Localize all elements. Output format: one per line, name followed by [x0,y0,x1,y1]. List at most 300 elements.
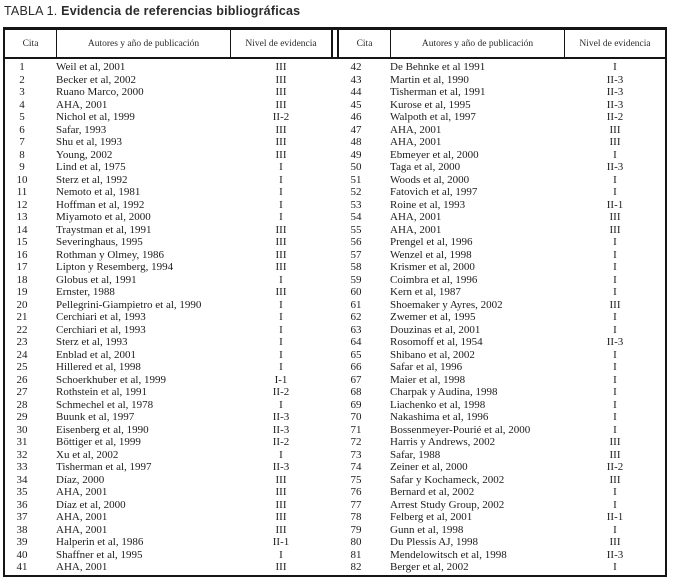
table-row [5,199,331,212]
nivel-cell: I [279,173,283,186]
autores-cell: Martin et al, 1990 [390,73,469,86]
table-row [5,474,331,487]
nivel-cell: I [613,248,617,261]
autores-cell: Safar et al, 1996 [390,361,463,373]
cita-cell: 15 [16,236,28,248]
autores-cell: Xu et al, 2002 [56,448,119,461]
autores-cell: Safar, 1993 [56,123,107,136]
nivel-cell: I [279,336,283,348]
autores-cell: Buunk et al, 1997 [56,411,135,423]
table-row [5,511,331,524]
nivel-cell: I [613,61,617,73]
table-row [5,186,331,199]
autores-cell: Liachenko et al, 1998 [390,398,486,411]
cita-cell: 51 [350,173,362,186]
cita-cell: 80 [350,536,362,548]
autores-cell: AHA, 2001 [390,136,442,148]
autores-cell: Krismer et al, 2000 [390,261,475,273]
cita-cell: 2 [19,73,25,86]
cita-cell: 29 [16,411,28,423]
cita-cell: 20 [16,298,28,311]
nivel-cell: II-3 [272,461,290,473]
table-row [339,386,665,399]
autores-cell: Schoerkhuber et al, 1999 [56,373,166,386]
autores-cell: Sterz et al, 1992 [56,173,128,186]
autores-cell: Lipton y Resemberg, 1994 [56,261,174,273]
autores-cell: Sterz et al, 1993 [56,336,128,348]
autores-cell: Hillered et al, 1998 [56,361,141,373]
cita-cell: 77 [350,498,362,511]
table-row [339,274,665,287]
autores-cell: Woods et al, 2000 [390,173,470,186]
nivel-cell: II-2 [272,111,290,123]
cita-cell: 53 [350,198,362,211]
cita-cell: 9 [19,161,25,173]
autores-cell: Schmechel et al, 1978 [56,398,154,411]
nivel-cell: I [279,323,283,336]
nivel-cell: III [609,123,621,136]
nivel-cell: I [613,373,617,386]
autores-cell: Prengel et al, 1996 [390,236,473,248]
cita-cell: 59 [350,273,362,286]
autores-cell: Safar y Kochameck, 2002 [390,473,505,486]
nivel-cell: III [609,436,621,448]
autores-cell: Traystman et al, 1991 [56,223,152,236]
table-row [5,436,331,449]
cita-cell: 17 [16,261,28,273]
nivel-cell: III [275,261,287,273]
table-row [5,99,331,112]
nivel-cell: III [609,136,621,148]
table-row [339,236,665,249]
cita-cell: 26 [16,373,28,386]
nivel-cell: III [275,223,287,236]
table-title [4,4,300,18]
nivel-cell: I [613,423,617,436]
autores-cell: Arrest Study Group, 2002 [390,498,505,511]
autores-cell: Rothstein et al, 1991 [56,386,148,398]
autores-cell: Weil et al, 2001 [56,61,126,73]
cita-cell: 58 [350,261,362,273]
cita-cell: 12 [16,198,28,211]
autores-cell: Díaz, 2000 [56,473,105,486]
nivel-cell: III [275,523,287,536]
table-row [5,386,331,399]
cita-cell: 75 [350,473,362,486]
table-row [5,399,331,412]
cita-cell: 43 [350,73,362,86]
table-row [339,511,665,524]
autores-cell: Mendelowitsch et al, 1998 [390,548,507,561]
autores-cell: Globus et al, 1991 [56,273,137,286]
table-row [339,449,665,462]
nivel-cell: III [275,136,287,148]
cita-cell: 50 [350,161,362,173]
cita-cell: 57 [350,248,362,261]
cita-cell: 19 [16,286,28,298]
nivel-cell: I [279,348,283,361]
autores-cell: Rothman y Olmey, 1986 [56,248,165,261]
nivel-cell: I [613,361,617,373]
cita-cell: 21 [16,311,28,323]
table-row [5,424,331,437]
table-title-text: Evidencia de referencias bibliográficas [61,4,301,18]
table-row [339,224,665,237]
autores-cell: AHA, 2001 [56,511,108,523]
nivel-cell: III [275,286,287,298]
cita-cell: 8 [19,148,25,161]
table-row [339,499,665,512]
autores-cell: Halperin et al, 1986 [56,536,144,548]
nivel-cell: II-3 [606,548,624,561]
table-row [339,149,665,162]
nivel-cell: III [275,511,287,523]
cita-cell: 71 [350,423,362,436]
cita-cell: 23 [16,336,28,348]
autores-cell: Rosomoff et al, 1954 [390,336,483,348]
autores-cell: Zwemer et al, 1995 [390,311,476,323]
cita-cell: 27 [16,386,28,398]
nivel-cell: I [613,236,617,248]
autores-cell: Nemoto et al, 1981 [56,186,141,198]
cita-cell: 66 [350,361,362,373]
autores-cell: Becker et al, 2002 [56,73,137,86]
table-row [5,536,331,549]
nivel-cell: I [279,448,283,461]
nivel-cell: II-3 [272,411,290,423]
table-row [339,549,665,562]
autores-cell: Shoemaker y Ayres, 2002 [390,298,503,311]
table-row [339,336,665,349]
nivel-cell: I [613,148,617,161]
autores-cell: Safar, 1988 [390,448,441,461]
autores-cell: Ernster, 1988 [56,286,115,298]
cita-cell: 41 [16,561,28,573]
nivel-cell: III [275,561,287,573]
cita-cell: 52 [350,186,362,198]
nivel-cell: III [275,73,287,86]
autores-cell: Roine et al, 1993 [390,198,466,211]
table-row [339,299,665,312]
table-row [5,274,331,287]
table-body-left [5,61,331,574]
nivel-cell: III [275,486,287,498]
nivel-cell: I [613,386,617,398]
header-cita-right: Cita [339,30,391,57]
table-row [339,436,665,449]
table-row [339,374,665,387]
table-row [5,411,331,424]
cita-cell: 14 [16,223,28,236]
cita-cell: 28 [16,398,28,411]
cita-cell: 3 [19,86,25,98]
autores-cell: Harris y Andrews, 2002 [390,436,496,448]
cita-cell: 73 [350,448,362,461]
cita-cell: 16 [16,248,28,261]
autores-cell: Kurose et al, 1995 [390,98,471,111]
nivel-cell: I [613,523,617,536]
nivel-cell: I [279,311,283,323]
autores-cell: Walpoth et al, 1997 [390,111,476,123]
table-row [339,174,665,187]
nivel-cell: II-1 [606,511,624,523]
header-nivel-right: Nivel de evidencia [579,38,651,49]
nivel-cell: I [613,261,617,273]
table-row [5,361,331,374]
nivel-cell: I [279,211,283,223]
cita-cell: 65 [350,348,362,361]
table-title-label: TABLA 1. [4,4,58,18]
nivel-cell: I [613,561,617,573]
table-row [339,111,665,124]
nivel-cell: III [275,236,287,248]
table-row [339,399,665,412]
cita-cell: 74 [350,461,362,473]
autores-cell: Cerchiari et al, 1993 [56,311,146,323]
table-row [339,199,665,212]
cita-cell: 70 [350,411,362,423]
nivel-cell: I [613,186,617,198]
autores-cell: Shaffner et al, 1995 [56,548,143,561]
table-row [339,211,665,224]
nivel-cell: I [279,273,283,286]
table-row [339,424,665,437]
table-row [5,299,331,312]
autores-cell: Hoffman et al, 1992 [56,198,145,211]
nivel-cell: II-1 [606,198,624,211]
autores-cell: Maier et al, 1998 [390,373,466,386]
cita-cell: 62 [350,311,362,323]
nivel-cell: I [279,298,283,311]
nivel-cell: III [275,86,287,98]
cita-cell: 63 [350,323,362,336]
cita-cell: 81 [350,548,362,561]
autores-cell: Cerchiari et al, 1993 [56,323,146,336]
nivel-cell: II-3 [272,423,290,436]
table-row [5,174,331,187]
table-row [5,136,331,149]
cita-cell: 6 [19,123,25,136]
cita-cell: 22 [16,323,28,336]
nivel-cell: II-1 [272,536,290,548]
nivel-cell: III [275,248,287,261]
table-row [339,136,665,149]
autores-cell: Nichol et al, 1999 [56,111,135,123]
header-autores-right: Autores y año de publicación [391,30,565,57]
table-row [5,161,331,174]
table-row [339,461,665,474]
nivel-cell: II-2 [272,436,290,448]
table-row [5,374,331,387]
autores-cell: Douzinas et al, 2001 [390,323,481,336]
table-row [339,261,665,274]
references-table [3,27,667,577]
cita-cell: 78 [350,511,362,523]
cita-cell: 82 [350,561,362,573]
table-row [339,99,665,112]
autores-cell: Díaz et al, 2000 [56,498,126,511]
cita-cell: 46 [350,111,362,123]
table-row [5,336,331,349]
cita-cell: 4 [19,98,25,111]
autores-cell: Tisherman et al, 1991 [390,86,486,98]
table-row [339,311,665,324]
table-row [339,61,665,74]
nivel-cell: II-3 [606,73,624,86]
autores-cell: Miyamoto et al, 2000 [56,211,151,223]
cita-cell: 11 [16,186,28,198]
table-row [5,74,331,87]
nivel-cell: III [609,473,621,486]
table-row [339,161,665,174]
cita-cell: 1 [19,61,25,73]
cita-cell: 18 [16,273,28,286]
nivel-cell: III [609,211,621,223]
nivel-cell: III [609,448,621,461]
cita-cell: 5 [19,111,25,123]
table-row [5,461,331,474]
autores-cell: Lind et al, 1975 [56,161,126,173]
nivel-cell: I [279,548,283,561]
cita-cell: 55 [350,223,362,236]
autores-cell: Shu et al, 1993 [56,136,122,148]
table-header-row [5,30,665,59]
table-row [339,474,665,487]
table-body-right [339,61,665,574]
cita-cell: 54 [350,211,362,223]
cita-cell: 37 [16,511,28,523]
cita-cell: 79 [350,523,362,536]
table-row [5,124,331,137]
nivel-cell: III [275,148,287,161]
autores-cell: Berger et al, 2002 [390,561,469,573]
nivel-cell: I [613,398,617,411]
cita-cell: 67 [350,373,362,386]
cita-cell: 68 [350,386,362,398]
table-row [5,349,331,362]
table-row [5,499,331,512]
cita-cell: 25 [16,361,28,373]
nivel-cell: I [613,323,617,336]
nivel-cell: I [279,398,283,411]
nivel-cell: II-3 [606,98,624,111]
table-row [5,61,331,74]
autores-cell: De Behnke et al 1991 [390,61,486,73]
nivel-cell: II-2 [272,386,290,398]
table-row [339,249,665,262]
autores-cell: Pellegrini-Giampietro et al, 1990 [56,298,202,311]
nivel-cell: III [275,498,287,511]
autores-cell: Kern et al, 1987 [390,286,461,298]
nivel-cell: II-3 [606,86,624,98]
cita-cell: 7 [19,136,25,148]
nivel-cell: I [613,486,617,498]
autores-cell: AHA, 2001 [390,223,442,236]
cita-cell: 13 [16,211,28,223]
nivel-cell: III [609,223,621,236]
table-row [5,149,331,162]
nivel-cell: I [613,173,617,186]
table-row [339,349,665,362]
nivel-cell: I [613,273,617,286]
autores-cell: Taga et al, 2000 [390,161,461,173]
cita-cell: 40 [16,548,28,561]
nivel-cell: III [275,61,287,73]
table-row [5,311,331,324]
nivel-cell: II-3 [606,161,624,173]
autores-cell: Young, 2002 [56,148,113,161]
nivel-cell: I [613,498,617,511]
table-row [5,86,331,99]
cita-cell: 47 [350,123,362,136]
autores-cell: Fatovich et al, 1997 [390,186,478,198]
cita-cell: 10 [16,173,28,186]
autores-cell: Zeiner et al, 2000 [390,461,468,473]
nivel-cell: I [613,311,617,323]
table-row [339,411,665,424]
table-row [339,186,665,199]
nivel-cell: III [275,123,287,136]
cita-cell: 48 [350,136,362,148]
cita-cell: 34 [16,473,28,486]
table-row [339,86,665,99]
autores-cell: Nakashima et al, 1996 [390,411,489,423]
autores-cell: Ebmeyer et al, 2000 [390,148,479,161]
table-row [339,524,665,537]
autores-cell: Felberg et al, 2001 [390,511,473,523]
table-row [5,249,331,262]
table-row [5,211,331,224]
autores-cell: AHA, 2001 [56,561,108,573]
cita-cell: 36 [16,498,28,511]
cita-cell: 64 [350,336,362,348]
nivel-cell: III [609,536,621,548]
autores-cell: Eisenberg et al, 1990 [56,423,149,436]
nivel-cell: I [279,161,283,173]
table-row [5,561,331,574]
table-row [5,324,331,337]
cita-cell: 76 [350,486,362,498]
table-row [339,486,665,499]
nivel-cell: III [275,473,287,486]
nivel-cell: II-2 [606,461,624,473]
table-row [5,236,331,249]
autores-cell: AHA, 2001 [56,486,108,498]
nivel-cell: I-1 [274,373,288,386]
cita-cell: 32 [16,448,28,461]
table-row [5,286,331,299]
cita-cell: 30 [16,423,28,436]
table-row [5,486,331,499]
cita-cell: 60 [350,286,362,298]
cita-cell: 61 [350,298,362,311]
autores-cell: Enblad et al, 2001 [56,348,137,361]
cita-cell: 44 [350,86,362,98]
nivel-cell: I [279,361,283,373]
autores-cell: AHA, 2001 [56,523,108,536]
body-middle-gap [331,61,339,574]
autores-cell: Du Plessis AJ, 1998 [390,536,479,548]
nivel-cell: I [279,186,283,198]
cita-cell: 39 [16,536,28,548]
cita-cell: 35 [16,486,28,498]
header-nivel-left: Nivel de evidencia [245,38,317,49]
autores-cell: Gunn et al, 1998 [390,523,464,536]
autores-cell: Coimbra et al, 1996 [390,273,478,286]
nivel-cell: I [613,411,617,423]
table-row [339,536,665,549]
autores-cell: Ruano Marco, 2000 [56,86,144,98]
